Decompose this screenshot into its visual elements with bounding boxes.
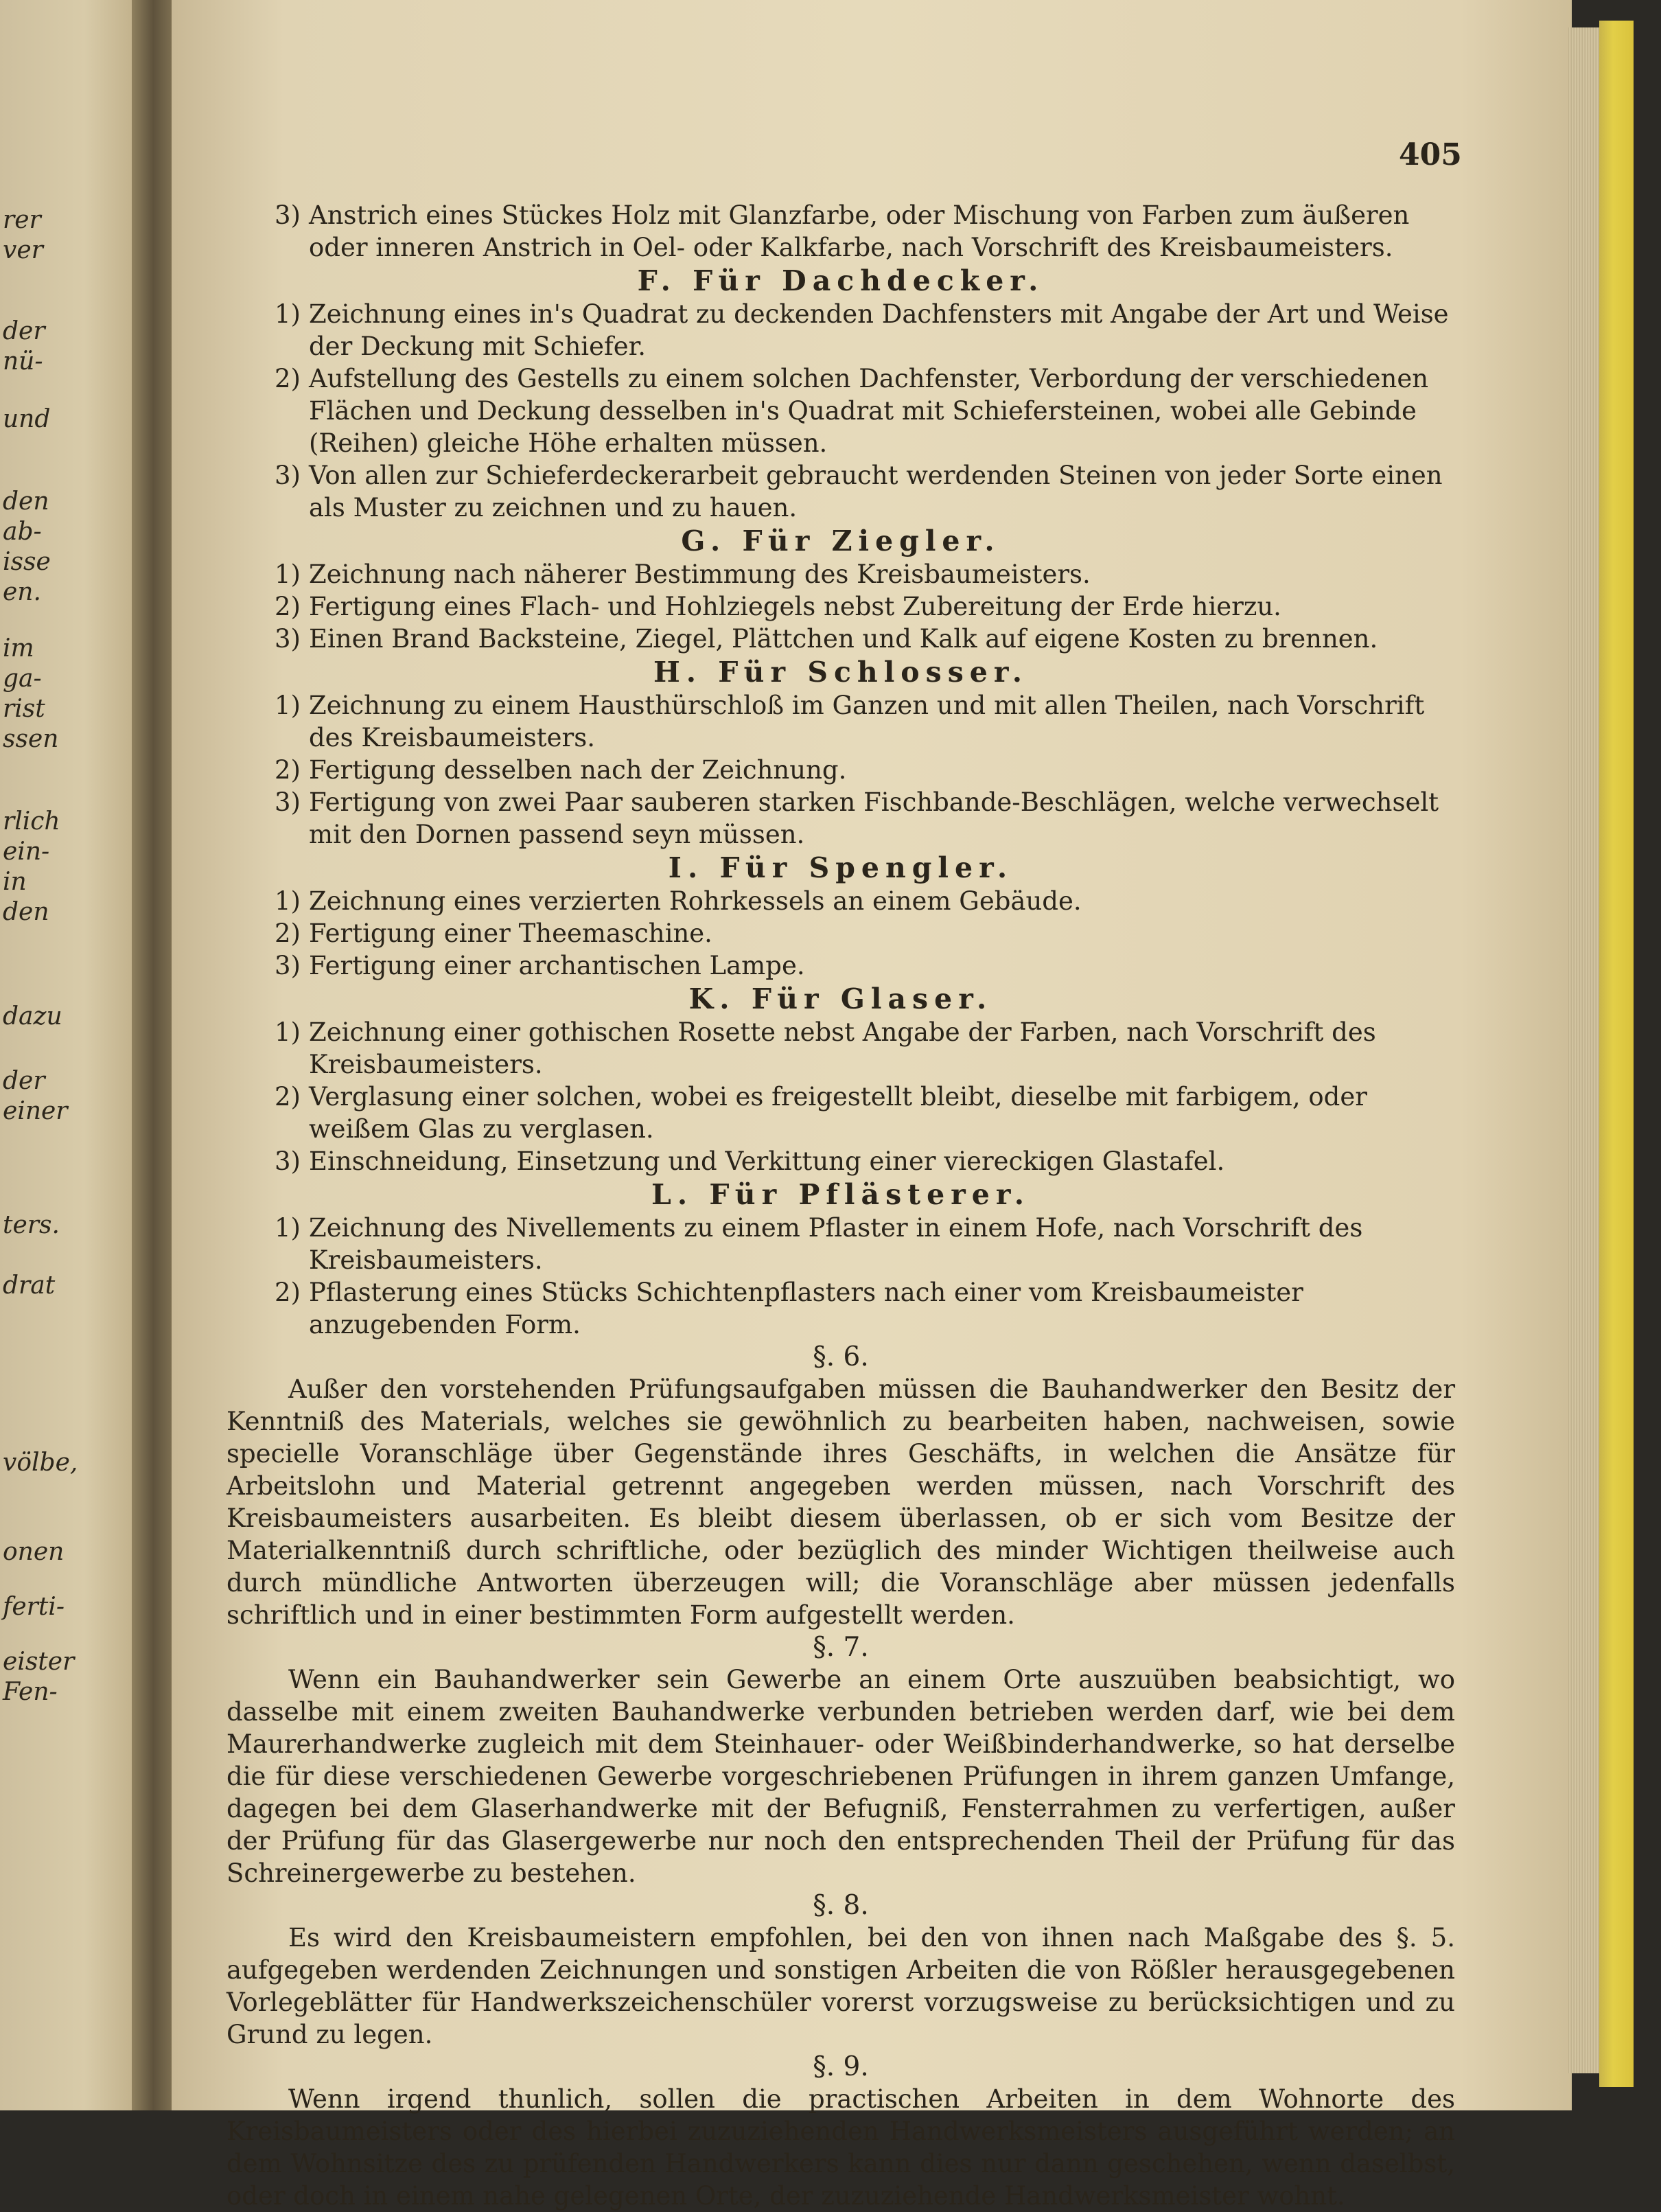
list-item-number: 1) <box>275 1213 301 1243</box>
trade-heading: K. Für Glaser. <box>688 982 993 1015</box>
list-item <box>226 362 1455 459</box>
list-item-text: Anstrich eines Stückes Holz mit Glanzfarbe, oder Mischung von Farben zum äußeren oder inneren Anstrich in Oel- oder Kalkfarbe, nach Vorschrift des Kreisbaumeisters. <box>309 200 1410 262</box>
list-item-text: Fertigung desselben nach der Zeichnung. <box>309 755 847 785</box>
section-number: §. 9. <box>813 2051 869 2082</box>
list-item-text: Einschneidung, Einsetzung und Verkittung einer viereckigen Glastafel. <box>309 1147 1225 1176</box>
paragraph: Es wird den Kreisbaumeistern empfohlen, bei den von ihnen nach Maßgabe des §. 5. aufgegeben werdenden Zeichnungen und sonstigen Arbeiten die von Rößler herausgegebenen Vorlegeblätter für Handwerkszeichenschüler vorerst vorzugsweise zu berücksichtigen und zu Grund zu legen. <box>226 1923 1455 2049</box>
list-item-number: 1) <box>275 691 301 720</box>
left-page-fragment: im <box>3 634 34 663</box>
left-page-fragment: den <box>3 487 49 516</box>
left-page-fragment: ssen <box>3 725 59 753</box>
left-page-fragment: rist <box>3 695 45 723</box>
book-edge-yellow <box>1599 21 1634 2087</box>
left-page-fragment: rlich <box>3 807 60 836</box>
paragraph: Wenn irgend thunlich, sollen die practischen Arbeiten in dem Wohnorte des Kreisbaumeisters oder des hierbei zuzuziehenden Handwerksmeisters ausgeführt werden; an dem Wohnsitze des zu prüfenden Handwerkers kann dies nur dann geschehen, wenn daselbst, oder doch in einem nahe gelegenen Orte, der zuzuziehende Handwerksmeister wohnt. <box>226 2084 1455 2211</box>
list-item <box>226 623 1455 655</box>
list-item-text: Einen Brand Backsteine, Ziegel, Plättchen und Kalk auf eigene Kosten zu brennen. <box>309 624 1378 654</box>
left-page-fragment: isse <box>3 548 51 576</box>
page-number: 405 <box>1399 137 1462 172</box>
paragraph: Außer den vorstehenden Prüfungsaufgaben müssen die Bauhandwerker den Besitz der Kenntniß des Materials, welches sie gewöhnlich zu bearbeiten haben, nachweisen, sowie specielle Voranschläge über Gegenstände ihres Geschäfts, in welchen die Ansätze für Arbeitslohn und Material getrennt angegeben werden müssen, nach Vorschrift des Kreisbaumeisters ausarbeiten. Es bleibt diesem überlassen, ob er sich vom Besitze der Materialkenntniß durch schriftliche, oder bezüglich des minder Wichtigen theilweise auch durch mündliche Antworten überzeugen will; die Voranschläge aber müssen jedenfalls schriftlich und in einer bestimmten Form aufgestellt werden. <box>226 1374 1455 1630</box>
left-page-fragment: ab- <box>3 518 42 546</box>
list-item-number: 3) <box>275 461 301 490</box>
list-item-number: 1) <box>275 560 301 589</box>
list-item-number: 2) <box>275 364 301 393</box>
left-page-fragment: nü- <box>3 347 43 376</box>
list-item <box>226 199 1455 264</box>
left-page-fragment: einer <box>3 1097 68 1125</box>
list-item <box>226 786 1455 851</box>
list-item-number: 3) <box>275 624 301 654</box>
list-item <box>226 1081 1455 1145</box>
section-number: §. 7. <box>813 1632 869 1663</box>
list-item <box>226 1276 1455 1341</box>
trade-heading: G. Für Ziegler. <box>681 525 1001 557</box>
left-page-fragment: ferti- <box>3 1593 65 1621</box>
left-page-fragment: onen <box>3 1538 65 1566</box>
list-item-text: Zeichnung eines in's Quadrat zu deckenden Dachfensters mit Angabe der Art und Weise der Deckung mit Schiefer. <box>309 299 1449 361</box>
left-page-fragment: dazu <box>3 1002 62 1030</box>
list-item <box>226 590 1455 623</box>
list-item <box>226 298 1455 362</box>
left-page-fragment: drat <box>3 1271 56 1300</box>
list-item-text: Zeichnung nach näherer Bestimmung des Kreisbaumeisters. <box>309 560 1091 589</box>
list-item <box>226 1016 1455 1081</box>
list-item <box>226 949 1455 982</box>
trade-heading: H. Für Schlosser. <box>653 656 1029 689</box>
trade-heading: F. Für Dachdecker. <box>637 264 1045 297</box>
list-item <box>226 885 1455 917</box>
left-page-fragment: völbe, <box>3 1449 78 1477</box>
trade-heading: I. Für Spengler. <box>668 851 1014 884</box>
left-page-fragment: der <box>3 317 45 345</box>
list-item-text: Fertigung einer Theemaschine. <box>309 919 712 948</box>
list-item-number: 2) <box>275 755 301 785</box>
left-page-fragment: der <box>3 1067 45 1095</box>
section-number: §. 8. <box>813 1890 869 1921</box>
left-page-fragment: ein- <box>3 838 50 866</box>
left-page-fragment: und <box>3 405 51 433</box>
left-page-fragment: Fen- <box>3 1678 58 1706</box>
left-page-fragment: eister <box>3 1648 75 1676</box>
list-item-number: 2) <box>275 1278 301 1307</box>
left-page-fragment: ga- <box>3 665 42 693</box>
left-page-fragment: ver <box>3 236 43 264</box>
list-item-text: Zeichnung eines verzierten Rohrkessels an einem Gebäude. <box>309 886 1082 916</box>
list-item-number: 1) <box>275 886 301 916</box>
list-item-text: Zeichnung des Nivellements zu einem Pflaster in einem Hofe, nach Vorschrift des Kreisbaumeisters. <box>309 1213 1363 1275</box>
list-item <box>226 459 1455 524</box>
list-item-text: Aufstellung des Gestells zu einem solchen Dachfenster, Verbordung der verschiedenen Flächen und Deckung desselben in's Quadrat mit Schiefersteinen, wobei alle Gebinde (Reihen) gleiche Höhe erhalten müssen. <box>309 364 1429 458</box>
list-item-text: Zeichnung einer gothischen Rosette nebst Angabe der Farben, nach Vorschrift des Kreisbaumeisters. <box>309 1017 1376 1079</box>
list-item-number: 3) <box>275 787 301 817</box>
list-item-number: 3) <box>275 951 301 980</box>
list-item-number: 3) <box>275 200 301 230</box>
list-item-number: 2) <box>275 1082 301 1111</box>
list-item-text: Verglasung einer solchen, wobei es freigestellt bleibt, dieselbe mit farbigem, oder weißem Glas zu verglasen. <box>309 1082 1367 1144</box>
list-item <box>226 754 1455 786</box>
list-item-number: 2) <box>275 592 301 621</box>
left-page-fragment: rer <box>3 206 41 234</box>
page-body <box>226 199 1455 2212</box>
list-item-number: 2) <box>275 919 301 948</box>
list-item-text: Fertigung von zwei Paar sauberen starken Fischbande-Beschlägen, welche verwechselt mit den Dornen passend seyn müssen. <box>309 787 1439 849</box>
list-item <box>226 558 1455 590</box>
list-item-text: Fertigung einer archantischen Lampe. <box>309 951 805 980</box>
list-item-text: Zeichnung zu einem Hausthürschloß im Ganzen und mit allen Theilen, nach Vorschrift des Kreisbaumeisters. <box>309 691 1425 752</box>
list-item-number: 3) <box>275 1147 301 1176</box>
paragraph: Wenn ein Bauhandwerker sein Gewerbe an einem Orte auszuüben beabsichtigt, wo dasselbe mit einem zweiten Bauhandwerke verbunden betrieben werden darf, wie bei dem Maurerhandwerke zugleich mit dem Steinhauer- oder Weißbinderhandwerke, so hat derselbe die für diese verschiedenen Gewerbe vorgeschriebenen Prüfungen in ihrem ganzen Umfange, dagegen bei dem Glaserhandwerke mit der Befugniß, Fensterrahmen zu verfertigen, außer der Prüfung für das Glasergewerbe nur noch den entsprechenden Theil der Prüfung für das Schreinergewerbe zu bestehen. <box>226 1665 1455 1888</box>
list-item-text: Von allen zur Schieferdeckerarbeit gebraucht werdenden Steinen von jeder Sorte einen als Muster zu zeichnen und zu hauen. <box>309 461 1443 522</box>
list-item-text: Fertigung eines Flach- und Hohlziegels nebst Zubereitung der Erde hierzu. <box>309 592 1281 621</box>
left-page-fragment: en. <box>3 578 41 606</box>
left-page-fragment: den <box>3 898 49 926</box>
left-page <box>0 0 141 2110</box>
list-item-number: 1) <box>275 299 301 329</box>
list-item <box>226 689 1455 754</box>
list-item-number: 1) <box>275 1017 301 1047</box>
left-page-fragment: in <box>3 868 27 896</box>
list-item <box>226 1145 1455 1177</box>
list-item <box>226 1212 1455 1276</box>
left-page-fragment: ters. <box>3 1211 60 1239</box>
list-item <box>226 917 1455 949</box>
list-item-text: Pflasterung eines Stücks Schichtenpflasters nach einer vom Kreisbaumeister anzugebenden Form. <box>309 1278 1303 1339</box>
trade-heading: L. Für Pflästerer. <box>651 1178 1030 1211</box>
section-number: §. 6. <box>813 1341 869 1372</box>
